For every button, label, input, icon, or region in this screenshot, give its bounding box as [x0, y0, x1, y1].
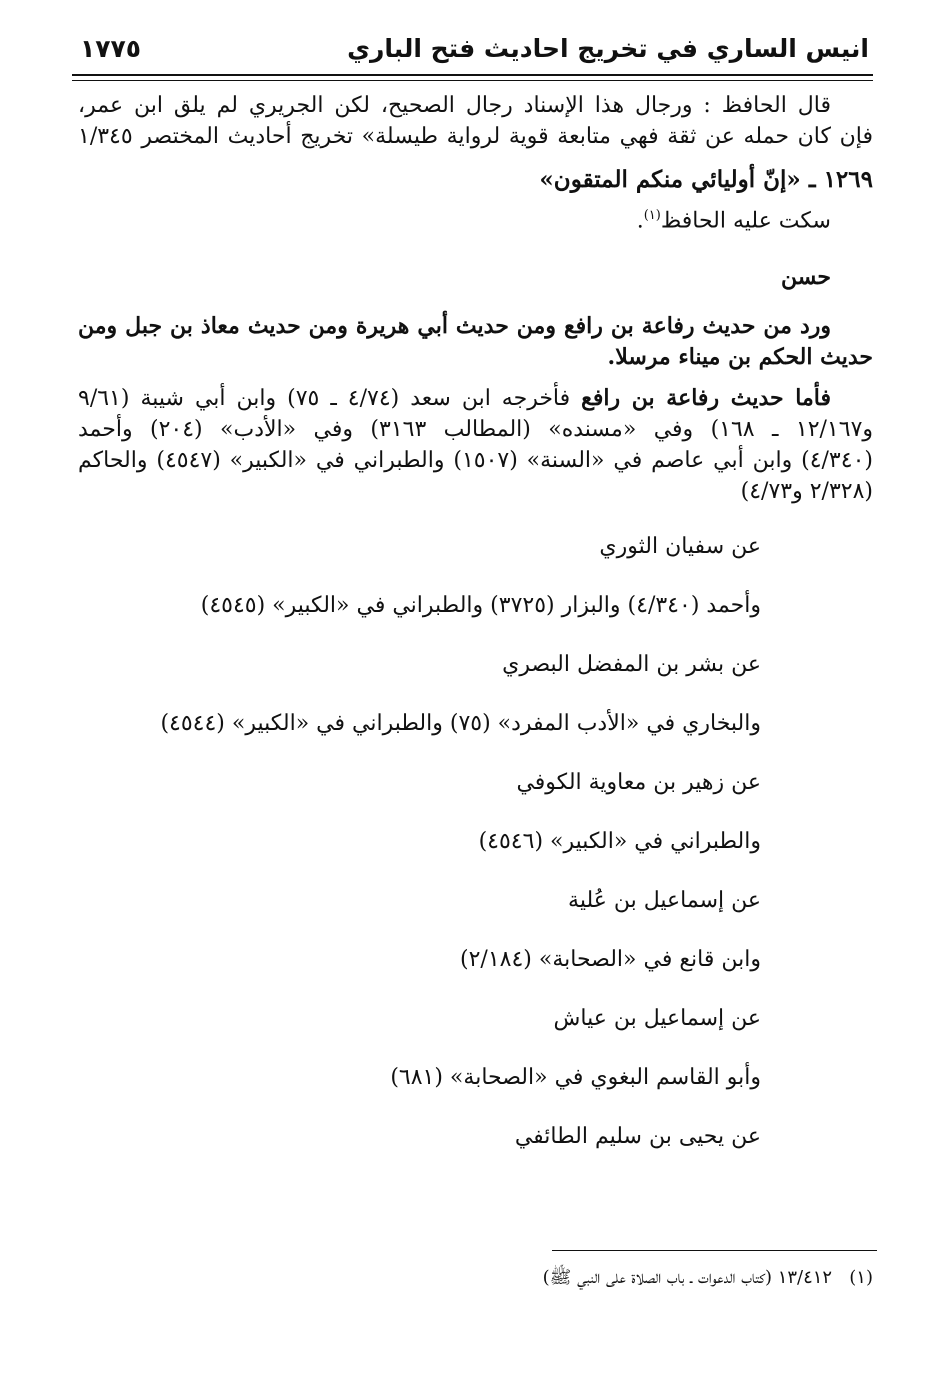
header-rule [72, 74, 873, 76]
rifaah-paragraph [78, 383, 873, 507]
sources-line: ورد من حديث رفاعة بن رافع ومن حديث أبي هريرة ومن حديث معاذ بن جبل ومن [78, 313, 831, 340]
intro-line: فإن كان حمله عن ثقة فهي متابعة قوية لرواية طيسلة» تخريج أحاديث المختصر ١/٣٤٥ [78, 124, 873, 149]
header-rule-thin [72, 80, 873, 81]
chains-list [78, 517, 873, 1166]
footnote-number: (١) [849, 1267, 873, 1288]
page-body [78, 90, 873, 1166]
chain-sources: وأحمد (٤/٣٤٠) والبزار (٣٧٢٥) والطبراني في «الكبير» (٤٥٤٥) [200, 593, 761, 619]
rifaah-line: (٢/٣٢٨ و٤/٧٣) [740, 479, 873, 505]
hadith-heading: ١٢٦٩ ـ «إنّ أوليائي منكم المتقون» [539, 166, 873, 193]
chain-sources: والبخاري في «الأدب المفرد» (٧٥) والطبراني في «الكبير» (٤٥٤٤) [160, 711, 761, 737]
grade-label: حسن [781, 264, 831, 291]
chain-narrator: عن زهير بن معاوية الكوفي [516, 770, 761, 796]
rifaah-line [78, 383, 873, 414]
footnote-rule [552, 1250, 877, 1251]
sources-paragraph [78, 311, 873, 373]
footnote-marker: (١) [643, 208, 661, 223]
rifaah-line1-rest: فأخرجه ابن سعد (٤/٧٤ ـ ٧٥) وابن أبي شيبة (٩/٦١ [78, 386, 582, 412]
silence-line [78, 200, 873, 236]
rifaah-lead: فأما حديث رفاعة بن رافع [581, 385, 831, 412]
rifaah-line: (٤/٣٤٠) وابن أبي عاصم في «السنة» (١٥٠٧) والطبراني في «الكبير» (٤٥٤٧) والحاكم [78, 448, 873, 474]
rifaah-line: و١٢/١٦٧ ـ ١٦٨) وفي «مسنده» (المطالب ٣١٦٣) وفي «الأدب» (٢٠٤) وأحمد [78, 417, 874, 443]
chain-narrator: عن إسماعيل بن عياش [553, 1006, 761, 1032]
chain-sources: والطبراني في «الكبير» (٤٥٤٦) [478, 829, 761, 855]
silence-text: سكت عليه الحافظ [660, 208, 831, 234]
chain-narrator: عن إسماعيل بن عُلية [568, 888, 761, 914]
footnote-text: ١٣/٤١٢ (كتاب الدعوات ـ باب الصلاة على النبي ﷺ) [542, 1267, 833, 1288]
silence-period: . [636, 208, 644, 234]
chain-sources: وأبو القاسم البغوي في «الصحابة» (٦٨١) [390, 1065, 761, 1091]
intro-line: قال الحافظ : ورجال هذا الإسناد رجال الصحيح، لكن الجريري لم يلق ابن عمر، [78, 93, 831, 118]
chain-narrator: عن يحيى بن سليم الطائفي [514, 1124, 761, 1150]
page-number: ١٧٧٥ [80, 34, 142, 63]
book-title: انيس الساري في تخريج احاديث فتح الباري [347, 34, 869, 63]
chain-narrator: عن سفيان الثوري [599, 534, 761, 560]
chain-narrator: عن بشر بن المفضل البصري [502, 652, 761, 678]
running-header [72, 28, 873, 72]
chain-sources: وابن قانع في «الصحابة» (٢/١٨٤) [460, 947, 761, 973]
footnote [543, 1264, 873, 1292]
sources-line: حديث الحكم بن ميناء مرسلا. [607, 344, 873, 371]
intro-paragraph [78, 90, 873, 152]
